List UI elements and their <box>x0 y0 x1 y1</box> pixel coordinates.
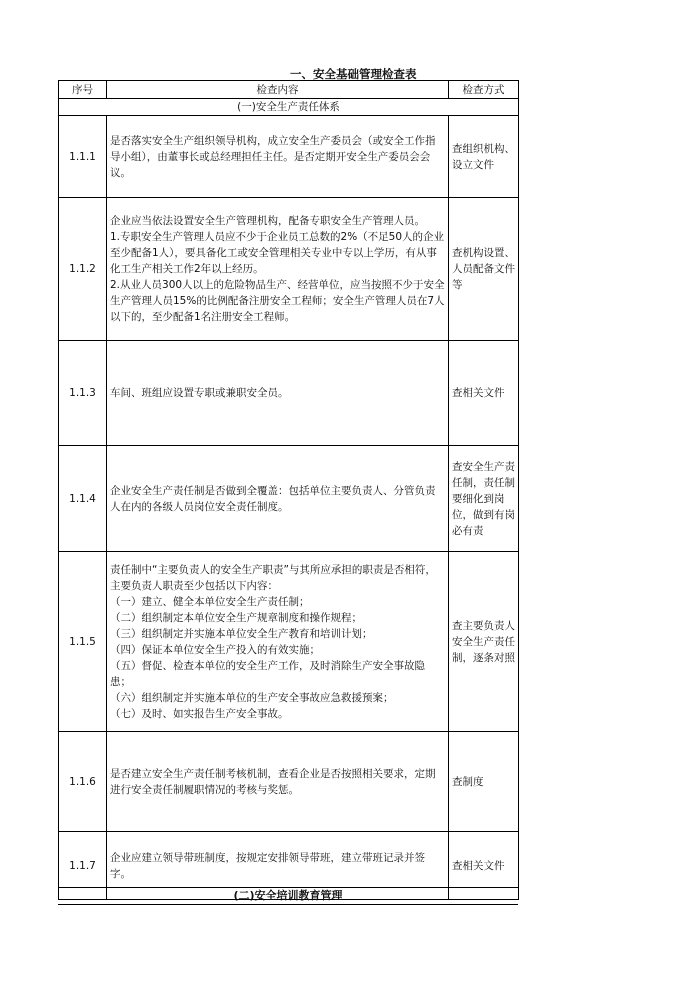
content-line: 责任制中“主要负责人的安全生产职责”与其所应承担的职责是否相符，主要负责人职责至少包括以下内容： <box>110 563 436 592</box>
row-method: 查机构设置、人员配备文件等 <box>449 198 519 341</box>
table-row <box>59 732 519 832</box>
page-title: 一、安全基础管理检查表 <box>290 67 417 81</box>
content-line: 是否建立安全生产责任制考核机制，查看企业是否按照相关要求，定期进行安全责任制履职情况的考核与奖惩。 <box>110 767 436 796</box>
content-line: 是否落实安全生产组织领导机构，成立安全生产委员会（或安全工作指导小组），由董事长或总经理担任主任。是否定期开安全生产委员会会议。 <box>110 134 436 179</box>
content-line: （二）组织制定本单位安全生产规章制度和操作规程； <box>110 611 362 624</box>
content-line: 企业应建立领导带班制度，按规定安排领导带班，建立带班记录并签字。 <box>110 851 425 880</box>
row-content <box>107 732 449 832</box>
table-row <box>59 116 519 198</box>
row-number: 1.1.5 <box>59 552 107 732</box>
content-line: 1.专职安全生产管理人员应不少于企业员工总数的2%（不足50人的企业至少配备1人），要具备化工或安全管理相关专业中专以上学历，有从事化工生产相关工作2年以上经历。 <box>110 231 445 275</box>
table-row <box>59 198 519 341</box>
row-method: 查组织机构、设立文件 <box>449 116 519 198</box>
row-content <box>107 446 449 552</box>
row-number: 1.1.7 <box>59 832 107 900</box>
content-line: 车间、班组应设置专职或兼职安全员。 <box>110 387 289 399</box>
content-line: （四）保证本单位安全生产投入的有效实施； <box>110 643 320 656</box>
row-number: 1.1.3 <box>59 341 107 446</box>
header-no: 序号 <box>59 81 107 99</box>
row-content <box>107 116 449 198</box>
row-method: 查相关文件 <box>449 832 519 900</box>
row-method: 查安全生产责任制，责任制要细化到岗位，做到有岗必有责 <box>449 446 519 552</box>
content-line: 企业安全生产责任制是否做到全覆盖：包括单位主要负责人、分管负责人在内的各级人员岗位安全责任制度。 <box>110 484 436 513</box>
table-header-row <box>59 81 519 99</box>
content-line: （一）建立、健全本单位安全生产责任制； <box>110 595 310 608</box>
row-content <box>107 341 449 446</box>
table-row <box>59 552 519 732</box>
row-method: 查主要负责人安全生产责任制，逐条对照 <box>449 552 519 732</box>
row-number: 1.1.1 <box>59 116 107 198</box>
inspection-table <box>58 80 519 900</box>
section-title: (一)安全生产责任体系 <box>59 99 519 116</box>
row-content <box>107 198 449 341</box>
table-row <box>59 341 519 446</box>
content-line: 2.从业人员300人以上的危险物品生产、经营单位，应当按照不少于安全生产管理人员15%的比例配备注册安全工程师；安全生产管理人员在7人以下的，至少配备1名注册安全工程师。 <box>110 279 445 323</box>
section-title: (二)安全培训教育管理 <box>58 887 518 905</box>
header-method: 检查方式 <box>449 81 519 99</box>
row-method: 查制度 <box>449 732 519 832</box>
row-number: 1.1.4 <box>59 446 107 552</box>
content-line: 企业应当依法设置安全生产管理机构，配备专职安全生产管理人员。 <box>110 215 425 227</box>
content-line: （七）及时、如实报告生产安全事故。 <box>110 707 289 720</box>
section-row <box>59 99 519 116</box>
row-number: 1.1.6 <box>59 732 107 832</box>
content-line: （六）组织制定并实施本单位的生产安全事故应急救援预案； <box>110 691 394 704</box>
row-method: 查相关文件 <box>449 341 519 446</box>
table-row <box>59 446 519 552</box>
header-content: 检查内容 <box>107 81 449 99</box>
row-number: 1.1.2 <box>59 198 107 341</box>
row-content <box>107 552 449 732</box>
content-line: （五）督促、检查本单位的安全生产工作，及时消除生产安全事故隐患； <box>110 659 425 688</box>
content-line: （三）组织制定并实施本单位安全生产教育和培训计划； <box>110 627 373 640</box>
